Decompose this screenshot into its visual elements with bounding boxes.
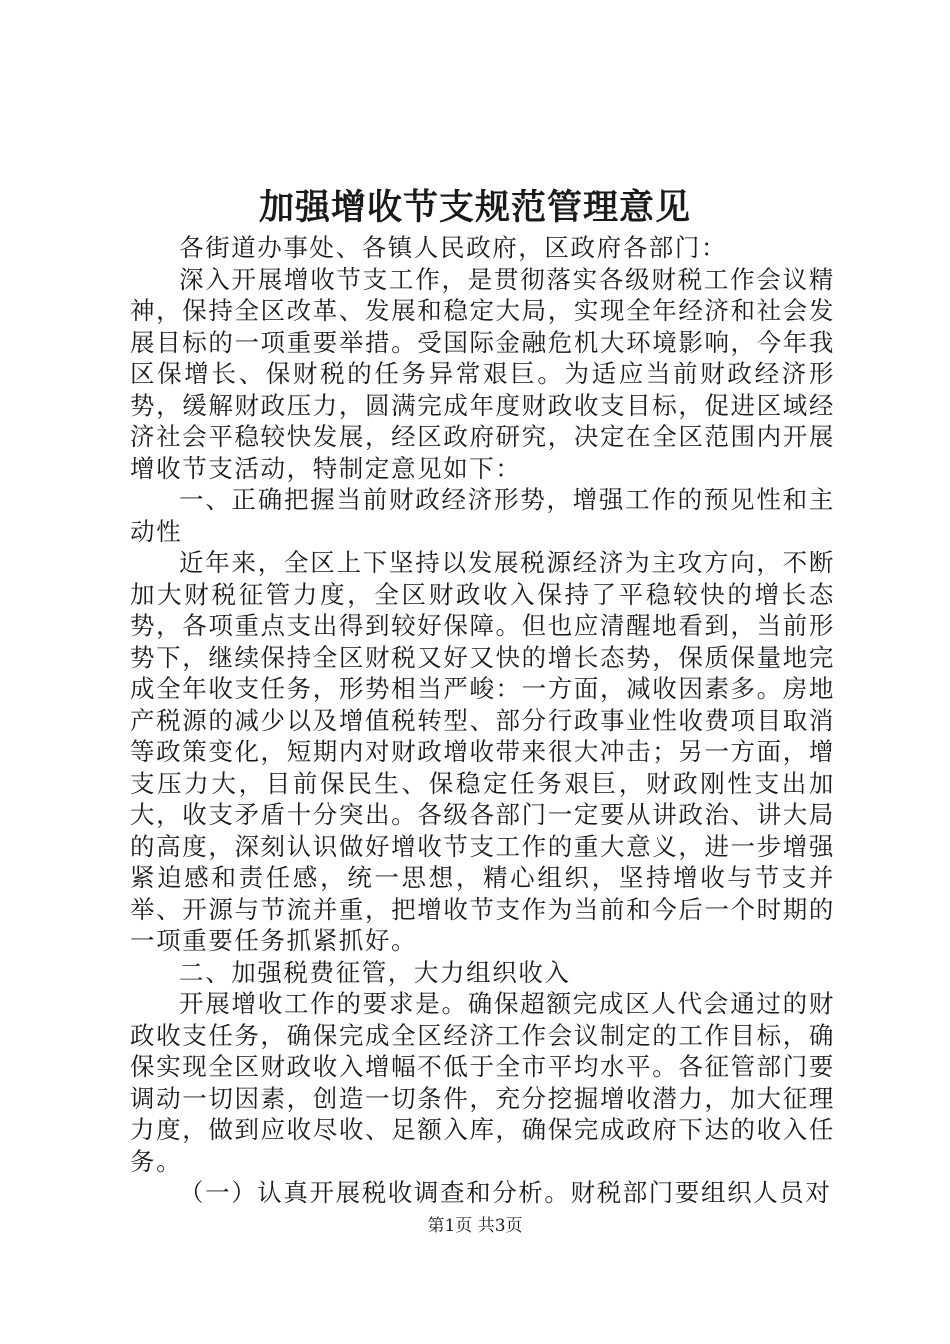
salutation-paragraph: 各街道办事处、各镇人民政府，区政府各部门： [179,233,728,262]
body-paragraph: 开展增收工作的要求是。确保超额完成区人代会通过的财政收支任务，确保完成全区经济工作会议制定的工作目标，确保实现全区财政收入增幅不低于全市平均水平。各征管部门要调动一切因素，创造一切条件，充分挖掘增收潜力，加大征理力度，做到应收尽收、足额入库，确保完成政府下达的收入任务。 [130,989,835,1176]
section-heading: 一、正确把握当前财政经济形势，增强工作的预见性和主动性 [130,485,835,546]
body-paragraph: 深入开展增收节支工作，是贯彻落实各级财税工作会议精神，保持全区改革、发展和稳定大局，实现全年经济和社会发展目标的一项重要举措。受国际金融危机大环境影响，今年我区保增长、保财税的任务异常艰巨。为适应当前财政经济形势，缓解财政压力，圆满完成年度财政收支目标，促进区域经济社会平稳较快发展，经区政府研究，决定在全区范围内开展增收节支活动，特制定意见如下： [130,264,835,483]
document-title: 加强增收节支规范管理意见 [258,187,691,228]
document-body [130,232,835,1209]
section-heading: 二、加强税费征管，大力组织收入 [179,957,571,987]
body-paragraph: （一）认真开展税收调查和分析。财税部门要组织人员对 [179,1178,832,1207]
body-paragraph: 近年来，全区上下坚持以发展税源经济为主攻方向，不断加大财税征管力度，全区财政收入保持了平稳较快的增长态势，各项重点支出得到较好保障。但也应清醒地看到，当前形势下，继续保持全区财税又好又快的增长态势，保质保量地完成全年收支任务，形势相当严峻：一方面，减收因素多。房地产税源的减少以及增值税转型、部分行政事业性收费项目取消等政策变化，短期内对财政增收带来很大冲击；另一方面，增支压力大，目前保民生、保稳定任务艰巨，财政刚性支出加大，收支矛盾十分突出。各级各部门一定要从讲政治、讲大局的高度，深刻认识做好增收节支工作的重大意义，进一步增强紧迫感和责任感，统一思想，精心组织，坚持增收与节支并举、开源与节流并重，把增收节支作为当前和今后一个时期的一项重要任务抓紧抓好。 [130,548,835,955]
page-number: 第1页 共3页 [427,1216,523,1236]
